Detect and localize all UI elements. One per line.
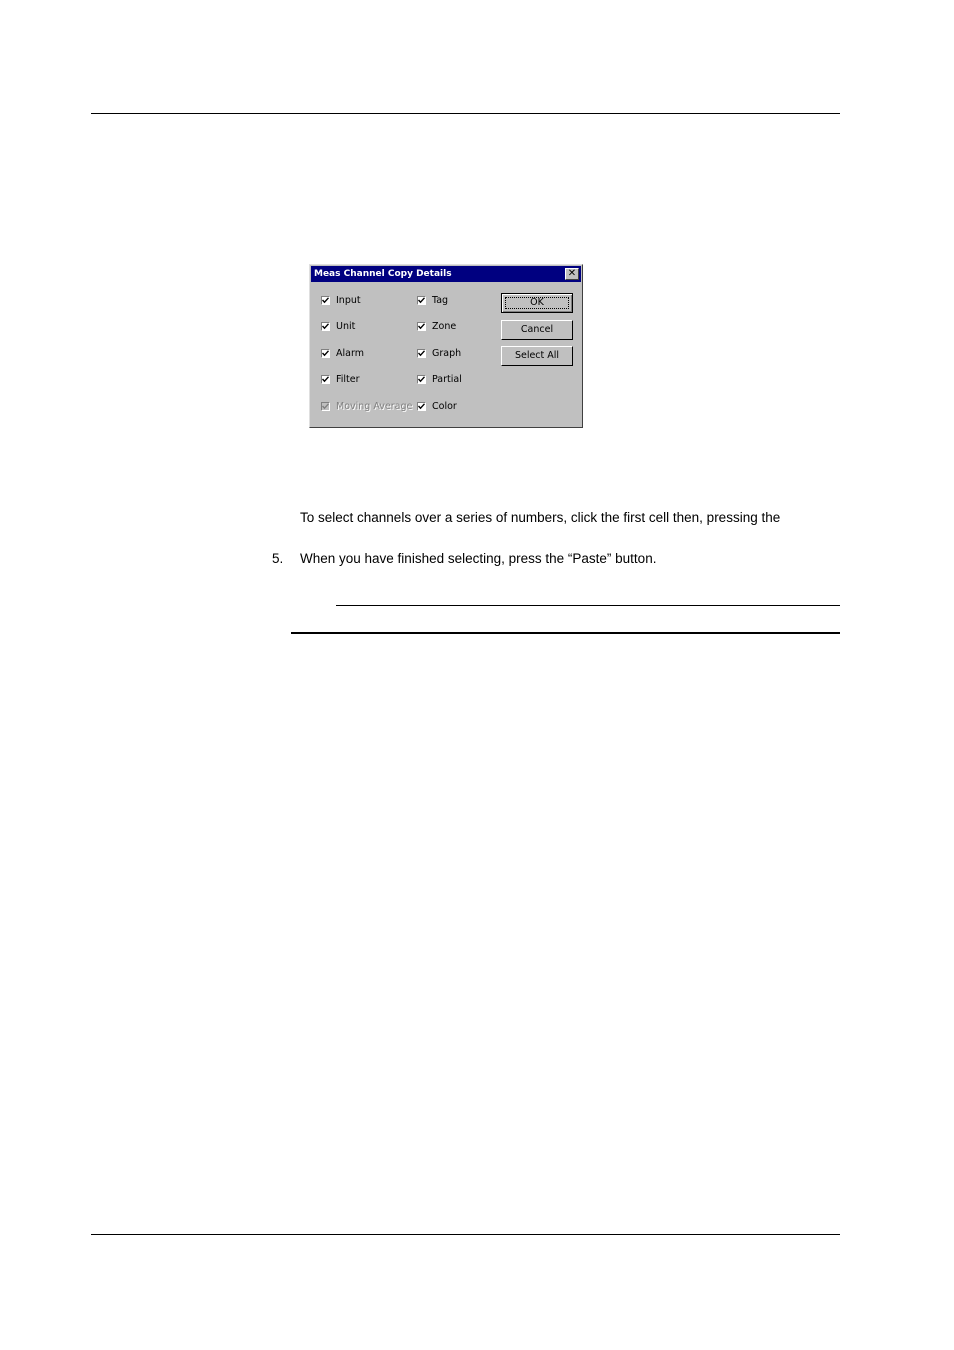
dialog-title: Meas Channel Copy Details bbox=[314, 269, 452, 279]
checkmark-icon bbox=[417, 375, 426, 384]
checkmark-icon bbox=[321, 375, 330, 384]
checkmark-icon bbox=[417, 402, 426, 411]
close-button[interactable] bbox=[565, 268, 579, 280]
checkbox-alarm[interactable] bbox=[321, 346, 364, 360]
select-all-button[interactable] bbox=[501, 346, 573, 366]
checkbox-color[interactable] bbox=[417, 399, 457, 413]
select-all-label: Select All bbox=[514, 350, 560, 361]
checkbox-label: Moving Average bbox=[336, 400, 413, 412]
header-rule bbox=[91, 113, 840, 114]
checkbox-unit[interactable] bbox=[321, 319, 355, 333]
checkbox-tag[interactable] bbox=[417, 293, 448, 307]
checkbox-partial[interactable] bbox=[417, 372, 462, 386]
checkbox-label: Alarm bbox=[336, 347, 364, 359]
checkmark-icon bbox=[417, 322, 426, 331]
checkbox-label: Unit bbox=[336, 320, 356, 332]
ok-button[interactable] bbox=[501, 293, 573, 313]
checkbox-zone[interactable] bbox=[417, 319, 456, 333]
checkbox-label: Input bbox=[336, 294, 361, 306]
checkmark-icon bbox=[321, 322, 330, 331]
checkmark-icon bbox=[417, 296, 426, 305]
checkmark-icon bbox=[321, 402, 330, 411]
checkmark-icon bbox=[417, 349, 426, 358]
step-text: When you have finished selecting, press the “Paste” button. bbox=[300, 551, 657, 566]
checkbox-input[interactable] bbox=[321, 293, 361, 307]
checkbox-label: Tag bbox=[432, 294, 449, 306]
step-number: 5. bbox=[272, 551, 284, 566]
checkbox-label: Graph bbox=[432, 347, 462, 359]
note-rule-top bbox=[336, 605, 840, 606]
copy-details-dialog bbox=[309, 264, 583, 428]
checkmark-icon bbox=[321, 296, 330, 305]
checkbox-label: Partial bbox=[432, 373, 462, 385]
checkmark-icon bbox=[321, 349, 330, 358]
focus-rect bbox=[505, 297, 569, 309]
close-icon: ✕ bbox=[567, 268, 577, 279]
checkbox-filter[interactable] bbox=[321, 372, 360, 386]
checkbox-label: Filter bbox=[336, 373, 360, 385]
cancel-label: Cancel bbox=[520, 324, 554, 335]
ok-label: OK bbox=[530, 297, 544, 308]
checkbox-label: Color bbox=[432, 400, 457, 412]
dialog-titlebar bbox=[311, 266, 581, 282]
footer-rule bbox=[91, 1234, 840, 1235]
note-rule-bottom bbox=[291, 632, 840, 634]
cancel-button[interactable] bbox=[501, 320, 573, 340]
checkbox-graph[interactable] bbox=[417, 346, 461, 360]
body-paragraph: To select channels over a series of numbers, click the first cell then, pressing the bbox=[300, 510, 781, 525]
checkbox-label: Zone bbox=[432, 320, 457, 332]
checkbox-moving-average bbox=[321, 399, 412, 413]
